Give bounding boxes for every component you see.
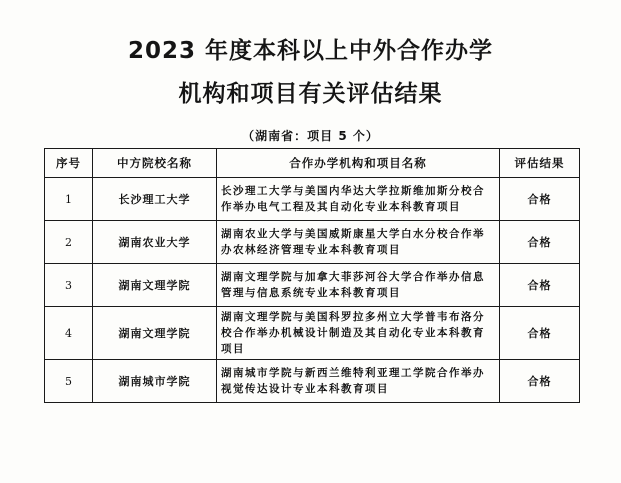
row-no: 3 — [45, 264, 93, 307]
row-no: 4 — [45, 307, 93, 360]
table-row — [45, 360, 580, 403]
document-subtitle: （湖南省：项目 5 个） — [242, 129, 379, 143]
row-school: 湖南城市学院 — [93, 360, 217, 403]
row-result: 合格 — [500, 178, 580, 221]
table-row — [45, 264, 580, 307]
row-result: 合格 — [500, 360, 580, 403]
table-row — [45, 307, 580, 360]
evaluation-results-table — [44, 148, 580, 403]
row-no: 5 — [45, 360, 93, 403]
row-no: 2 — [45, 221, 93, 264]
row-no: 1 — [45, 178, 93, 221]
header-no: 序号 — [45, 149, 93, 178]
header-result: 评估结果 — [500, 149, 580, 178]
row-result: 合格 — [500, 264, 580, 307]
header-school: 中方院校名称 — [93, 149, 217, 178]
row-result: 合格 — [500, 221, 580, 264]
row-school: 湖南文理学院 — [93, 307, 217, 360]
row-project: 湖南农业大学与美国威斯康星大学白水分校合作举办农林经济管理专业本科教育项目 — [217, 221, 500, 264]
row-school: 长沙理工大学 — [93, 178, 217, 221]
table-header-row — [45, 149, 580, 178]
row-result: 合格 — [500, 307, 580, 360]
row-project: 湖南文理学院与美国科罗拉多州立大学普韦布洛分校合作举办机械设计制造及其自动化专业本科教育项目 — [217, 307, 500, 360]
table-row — [45, 221, 580, 264]
row-project: 长沙理工大学与美国内华达大学拉斯维加斯分校合作举办电气工程及其自动化专业本科教育项目 — [217, 178, 500, 221]
row-project: 湖南城市学院与新西兰维特利亚理工学院合作举办视觉传达设计专业本科教育项目 — [217, 360, 500, 403]
document-title-line1: 2023 年度本科以上中外合作办学 — [127, 38, 494, 64]
header-project: 合作办学机构和项目名称 — [217, 149, 500, 178]
document-title-line2: 机构和项目有关评估结果 — [178, 81, 443, 107]
table-row — [45, 178, 580, 221]
row-school: 湖南文理学院 — [93, 264, 217, 307]
row-project: 湖南文理学院与加拿大菲莎河谷大学合作举办信息管理与信息系统专业本科教育项目 — [217, 264, 500, 307]
row-school: 湖南农业大学 — [93, 221, 217, 264]
